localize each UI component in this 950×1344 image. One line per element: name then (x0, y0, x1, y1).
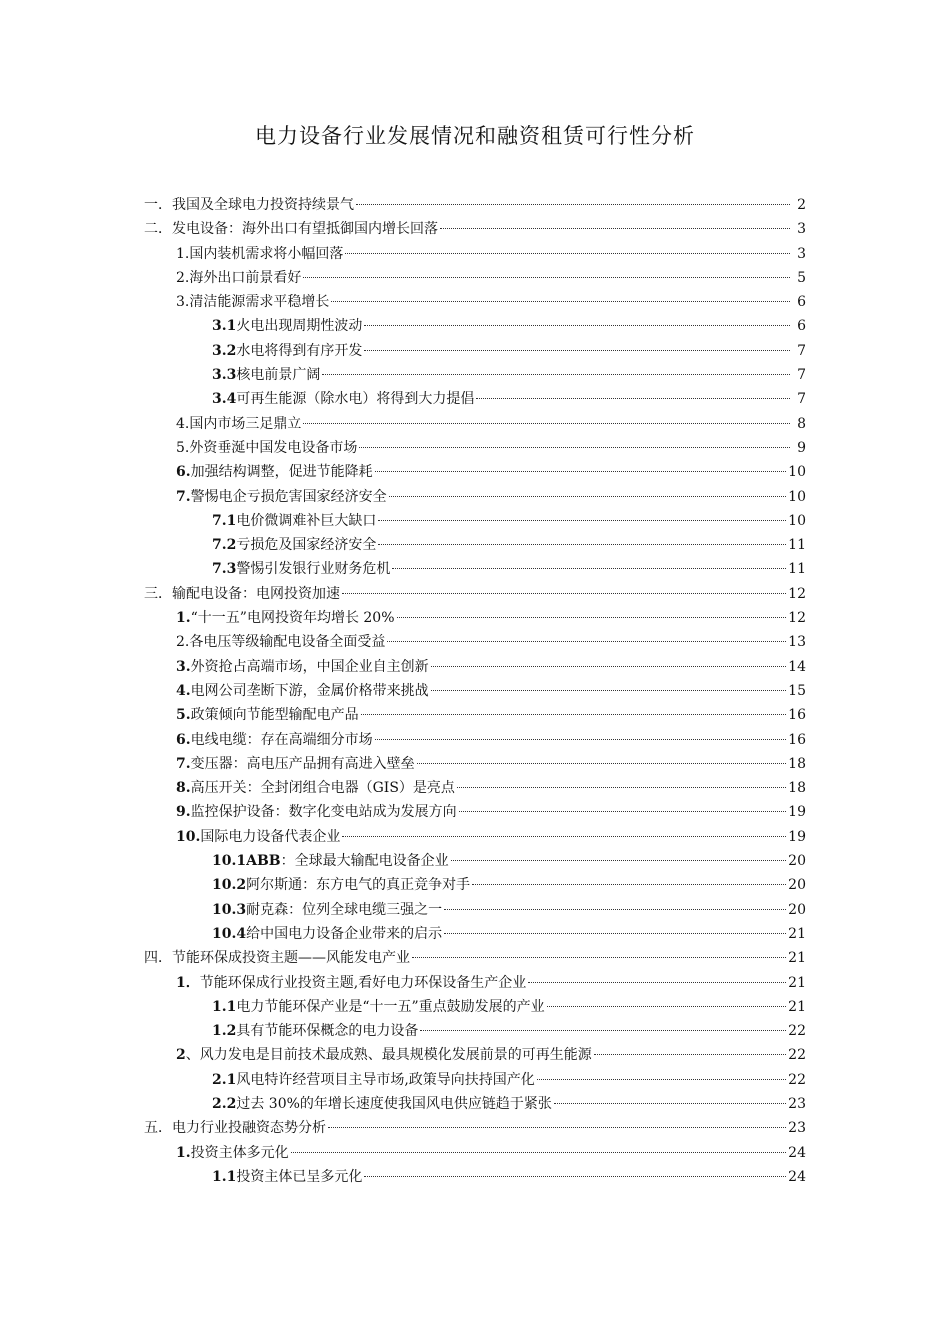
toc-entry-title: 耐克森：位列全球电缆三强之一 (246, 901, 443, 918)
toc-entry-page-number: 16 (788, 707, 806, 724)
toc-entry[interactable] (144, 655, 806, 679)
toc-dot-leader (397, 617, 787, 618)
toc-entry-number: 2.2 (212, 1095, 237, 1112)
toc-entry-number: 二． (144, 221, 172, 238)
toc-entry-title: 警惕电企亏损危害国家经济安全 (190, 488, 387, 505)
toc-entry-title: 可再生能源（除水电）将得到大力提倡 (236, 391, 475, 408)
toc-entry-title: 风电特许经营项目主导市场,政策导向扶持国产化 (236, 1071, 535, 1088)
toc-entry-number: 1． (176, 974, 200, 991)
toc-entry-page-number: 11 (788, 537, 806, 554)
toc-dot-leader (431, 690, 787, 691)
toc-entry-title: 节能环保成投资主题——风能发电产业 (172, 950, 410, 967)
toc-entry-title: 海外出口前景看好 (189, 269, 302, 286)
toc-dot-leader (291, 1152, 787, 1153)
toc-entry-page-number: 3 (797, 245, 806, 262)
toc-entry-page-number: 21 (788, 925, 806, 942)
toc-dot-leader (345, 253, 790, 254)
toc-entry[interactable] (144, 776, 806, 800)
toc-entry-number: 1.2 (212, 1023, 237, 1040)
toc-dot-leader (375, 471, 787, 472)
toc-dot-leader (476, 398, 790, 399)
toc-entry-title: ：全球最大输配电设备企业 (280, 853, 449, 870)
toc-entry-page-number: 19 (788, 828, 806, 845)
toc-entry-page-number: 10 (788, 512, 806, 529)
toc-entry-title: 阿尔斯通：东方电气的真正竞争对手 (246, 877, 471, 894)
toc-entry-page-number: 22 (788, 1023, 806, 1040)
toc-entry[interactable] (144, 363, 806, 387)
toc-dot-leader (537, 1079, 786, 1080)
toc-dot-leader (431, 666, 787, 667)
toc-entry-number: 3.3 (212, 367, 237, 384)
toc-entry[interactable] (144, 800, 806, 824)
toc-entry-title: 电价微调难补巨大缺口 (236, 512, 377, 529)
toc-entry-number: 4. (176, 415, 190, 432)
toc-entry-title: 电力节能环保产业是“十一五”重点鼓励发展的产业 (236, 998, 545, 1015)
toc-entry-title: 投资主体已呈多元化 (236, 1168, 363, 1185)
toc-dot-leader (364, 350, 790, 351)
toc-entry-number: 6. (176, 731, 191, 748)
toc-entry-number: 1. (176, 610, 191, 627)
toc-dot-leader (375, 739, 787, 740)
toc-entry-number: 2. (176, 269, 190, 286)
toc-entry-page-number: 14 (788, 658, 806, 675)
toc-entry-title: 输配电设备：电网投资加速 (172, 585, 340, 602)
toc-entry-page-number: 8 (797, 415, 806, 432)
toc-dot-leader (392, 568, 786, 569)
toc-entry-number: 10.1ABB (212, 853, 281, 870)
toc-entry[interactable] (144, 242, 806, 266)
toc-entry-title: 国内装机需求将小幅回落 (189, 245, 344, 262)
toc-entry-number: 2. (176, 634, 190, 651)
toc-entry-page-number: 10 (788, 488, 806, 505)
toc-entry-title: 加强结构调整，促进节能降耗 (190, 464, 373, 481)
toc-entry-page-number: 15 (788, 682, 806, 699)
toc-entry[interactable] (144, 995, 806, 1019)
toc-dot-leader (331, 301, 790, 302)
toc-entry[interactable] (144, 1068, 806, 1092)
toc-entry-number: 1.1 (212, 998, 237, 1015)
toc-entry-number: 3. (176, 658, 191, 675)
toc-entry[interactable] (144, 849, 806, 873)
toc-entry-number: 10.2 (212, 877, 247, 894)
toc-entry[interactable] (144, 971, 806, 995)
toc-entry-number: 7.1 (212, 512, 237, 529)
toc-dot-leader (378, 520, 786, 521)
toc-entry-page-number: 5 (797, 269, 806, 286)
toc-entry-number: 10.4 (212, 925, 247, 942)
toc-entry-title: 外资垂涎中国发电设备市场 (189, 439, 358, 456)
toc-entry-page-number: 18 (788, 755, 806, 772)
toc-entry[interactable] (144, 387, 806, 411)
toc-entry-page-number: 24 (788, 1168, 806, 1185)
toc-dot-leader (359, 447, 790, 448)
toc-entry[interactable] (144, 728, 806, 752)
toc-entry[interactable] (144, 1043, 806, 1067)
toc-entry[interactable] (144, 460, 806, 484)
toc-entry-title: 具有节能环保概念的电力设备 (236, 1023, 419, 1040)
toc-entry-number: 7.3 (212, 561, 237, 578)
toc-entry-page-number: 23 (788, 1095, 806, 1112)
toc-entry[interactable] (144, 339, 806, 363)
toc-dot-leader (361, 714, 787, 715)
toc-entry-page-number: 20 (788, 901, 806, 918)
toc-dot-leader (356, 204, 790, 205)
toc-entry-title: 变压器：高电压产品拥有高进入壁垒 (190, 755, 415, 772)
toc-entry-number: 3. (176, 294, 190, 311)
toc-dot-leader (420, 1030, 786, 1031)
toc-entry-number: 三． (144, 585, 172, 602)
toc-entry-page-number: 16 (788, 731, 806, 748)
toc-entry[interactable] (144, 873, 806, 897)
toc-entry-page-number: 11 (788, 561, 806, 578)
toc-entry[interactable] (144, 1141, 806, 1165)
toc-entry-title: 节能环保成行业投资主题,看好电力环保设备生产企业 (199, 974, 527, 991)
toc-dot-leader (457, 787, 786, 788)
toc-entry-page-number: 20 (788, 853, 806, 870)
toc-dot-leader (594, 1054, 786, 1055)
toc-entry-title: 水电将得到有序开发 (236, 342, 363, 359)
toc-entry-page-number: 18 (788, 780, 806, 797)
toc-entry[interactable] (144, 557, 806, 581)
toc-entry-page-number: 2 (797, 197, 806, 213)
toc-entry-title: 投资主体多元化 (190, 1144, 289, 1161)
toc-dot-leader (417, 763, 787, 764)
toc-entry-title: 高压开关：全封闭组合电器（GIS）是亮点 (190, 780, 455, 797)
toc-entry[interactable] (144, 509, 806, 533)
toc-entry[interactable] (144, 1116, 806, 1140)
toc-entry[interactable] (144, 752, 806, 776)
toc-dot-leader (444, 909, 786, 910)
toc-entry-number: 7.2 (212, 537, 237, 554)
toc-entry-page-number: 12 (788, 585, 806, 602)
toc-entry-number: 10.3 (212, 901, 247, 918)
toc-dot-leader (459, 811, 787, 812)
toc-entry-number: 3.1 (212, 318, 237, 335)
toc-entry-title: 各电压等级输配电设备全面受益 (189, 634, 386, 651)
toc-entry-title: 外资抢占高端市场，中国企业自主创新 (190, 658, 429, 675)
toc-entry-page-number: 3 (797, 221, 806, 238)
toc-dot-leader (528, 982, 786, 983)
toc-entry[interactable] (144, 606, 806, 630)
toc-dot-leader (342, 593, 786, 594)
toc-entry-title: 火电出现周期性波动 (236, 318, 363, 335)
toc-entry-title: 电力行业投融资态势分析 (172, 1120, 326, 1137)
toc-entry-page-number: 6 (797, 318, 806, 335)
toc-entry[interactable] (144, 679, 806, 703)
toc-entry-title: 政策倾向节能型输配电产品 (190, 707, 359, 724)
toc-entry[interactable] (144, 436, 806, 460)
toc-entry[interactable] (144, 266, 806, 290)
toc-entry-title: 电网公司垄断下游，金属价格带来挑战 (190, 682, 429, 699)
toc-entry[interactable] (144, 582, 806, 606)
toc-entry[interactable] (144, 1165, 806, 1189)
toc-entry-number: 8. (176, 780, 191, 797)
toc-entry-number: 3.2 (212, 342, 237, 359)
toc-dot-leader (322, 374, 790, 375)
toc-entry-number: 2.1 (212, 1071, 237, 1088)
toc-entry-page-number: 13 (788, 634, 806, 651)
table-of-contents (144, 193, 806, 1189)
toc-entry-number: 2 (176, 1047, 186, 1064)
document-title: 电力设备行业发展情况和融资租赁可行性分析 (255, 124, 695, 148)
toc-entry[interactable] (144, 314, 806, 338)
toc-entry[interactable] (144, 703, 806, 727)
toc-entry-number: 7. (176, 488, 191, 505)
toc-dot-leader (364, 325, 790, 326)
toc-entry-number: 一． (144, 197, 172, 213)
toc-entry[interactable] (144, 1019, 806, 1043)
toc-entry-number: 6. (176, 464, 191, 481)
toc-entry-title: 国际电力设备代表企业 (200, 828, 341, 845)
toc-entry-number: 3.4 (212, 391, 237, 408)
toc-entry-page-number: 23 (788, 1120, 806, 1137)
toc-entry-page-number: 9 (797, 439, 806, 456)
toc-entry-number: 5. (176, 439, 190, 456)
toc-dot-leader (472, 884, 786, 885)
toc-dot-leader (364, 1176, 786, 1177)
toc-entry-page-number: 12 (788, 610, 806, 627)
toc-entry-title: 过去 30%的年增长速度使我国风电供应链趋于紧张 (236, 1095, 552, 1112)
toc-dot-leader (303, 423, 790, 424)
toc-entry-page-number: 24 (788, 1144, 806, 1161)
toc-dot-leader (451, 860, 787, 861)
toc-entry[interactable] (144, 290, 806, 314)
toc-entry-page-number: 20 (788, 877, 806, 894)
toc-entry-page-number: 22 (788, 1047, 806, 1064)
toc-entry-title: 核电前景广阔 (236, 367, 321, 384)
toc-entry-page-number: 6 (797, 294, 806, 311)
toc-entry-title: “十一五”电网投资年均增长 20% (190, 610, 395, 627)
toc-entry-number: 7. (176, 755, 191, 772)
toc-entry-title: 给中国电力设备企业带来的启示 (246, 925, 443, 942)
toc-entry[interactable] (144, 217, 806, 241)
toc-entry-title: 亏损危及国家经济安全 (236, 537, 377, 554)
toc-dot-leader (387, 641, 786, 642)
toc-entry-title: 发电设备：海外出口有望抵御国内增长回落 (172, 221, 438, 238)
toc-entry-number: 1. (176, 1144, 191, 1161)
toc-entry[interactable] (144, 533, 806, 557)
toc-entry-title: 电线电缆：存在高端细分市场 (190, 731, 373, 748)
toc-entry-number: 五． (144, 1120, 172, 1137)
toc-entry-number: 4. (176, 682, 191, 699)
toc-dot-leader (328, 1127, 786, 1128)
toc-dot-leader (444, 933, 786, 934)
toc-entry[interactable] (144, 922, 806, 946)
toc-entry-number: 9. (176, 804, 191, 821)
toc-entry[interactable] (144, 630, 806, 654)
toc-entry-title: 警惕引发银行业财务危机 (236, 561, 391, 578)
toc-entry-number: 10. (176, 828, 201, 845)
toc-entry-title: 我国及全球电力投资持续景气 (172, 197, 354, 213)
toc-entry-number: 1. (176, 245, 190, 262)
toc-entry-title: 监控保护设备：数字化变电站成为发展方向 (190, 804, 457, 821)
toc-entry-page-number: 7 (797, 391, 806, 408)
toc-entry[interactable] (144, 946, 806, 970)
toc-entry-page-number: 21 (788, 950, 806, 967)
toc-entry-page-number: 7 (797, 367, 806, 384)
toc-dot-leader (412, 957, 786, 958)
toc-entry[interactable] (144, 485, 806, 509)
toc-entry[interactable] (144, 193, 806, 217)
toc-dot-leader (554, 1103, 786, 1104)
toc-entry-page-number: 21 (788, 974, 806, 991)
toc-entry-title: 国内市场三足鼎立 (189, 415, 302, 432)
toc-dot-leader (303, 277, 790, 278)
toc-entry-number: 四． (144, 950, 172, 967)
toc-entry[interactable] (144, 825, 806, 849)
toc-entry[interactable] (144, 898, 806, 922)
toc-entry-page-number: 19 (788, 804, 806, 821)
toc-entry-page-number: 7 (797, 342, 806, 359)
toc-entry-page-number: 21 (788, 998, 806, 1015)
toc-entry-title: 、风力发电是目前技术最成熟、最具规模化发展前景的可再生能源 (185, 1047, 592, 1064)
toc-dot-leader (342, 836, 786, 837)
toc-dot-leader (440, 228, 790, 229)
toc-entry[interactable] (144, 1092, 806, 1116)
toc-dot-leader (378, 544, 786, 545)
toc-dot-leader (389, 496, 787, 497)
toc-entry-page-number: 10 (788, 464, 806, 481)
toc-entry-title: 清洁能源需求平稳增长 (189, 294, 330, 311)
toc-entry-number: 5. (176, 707, 191, 724)
toc-entry-number: 1.1 (212, 1168, 237, 1185)
toc-entry[interactable] (144, 412, 806, 436)
toc-entry-page-number: 22 (788, 1071, 806, 1088)
toc-dot-leader (547, 1006, 786, 1007)
